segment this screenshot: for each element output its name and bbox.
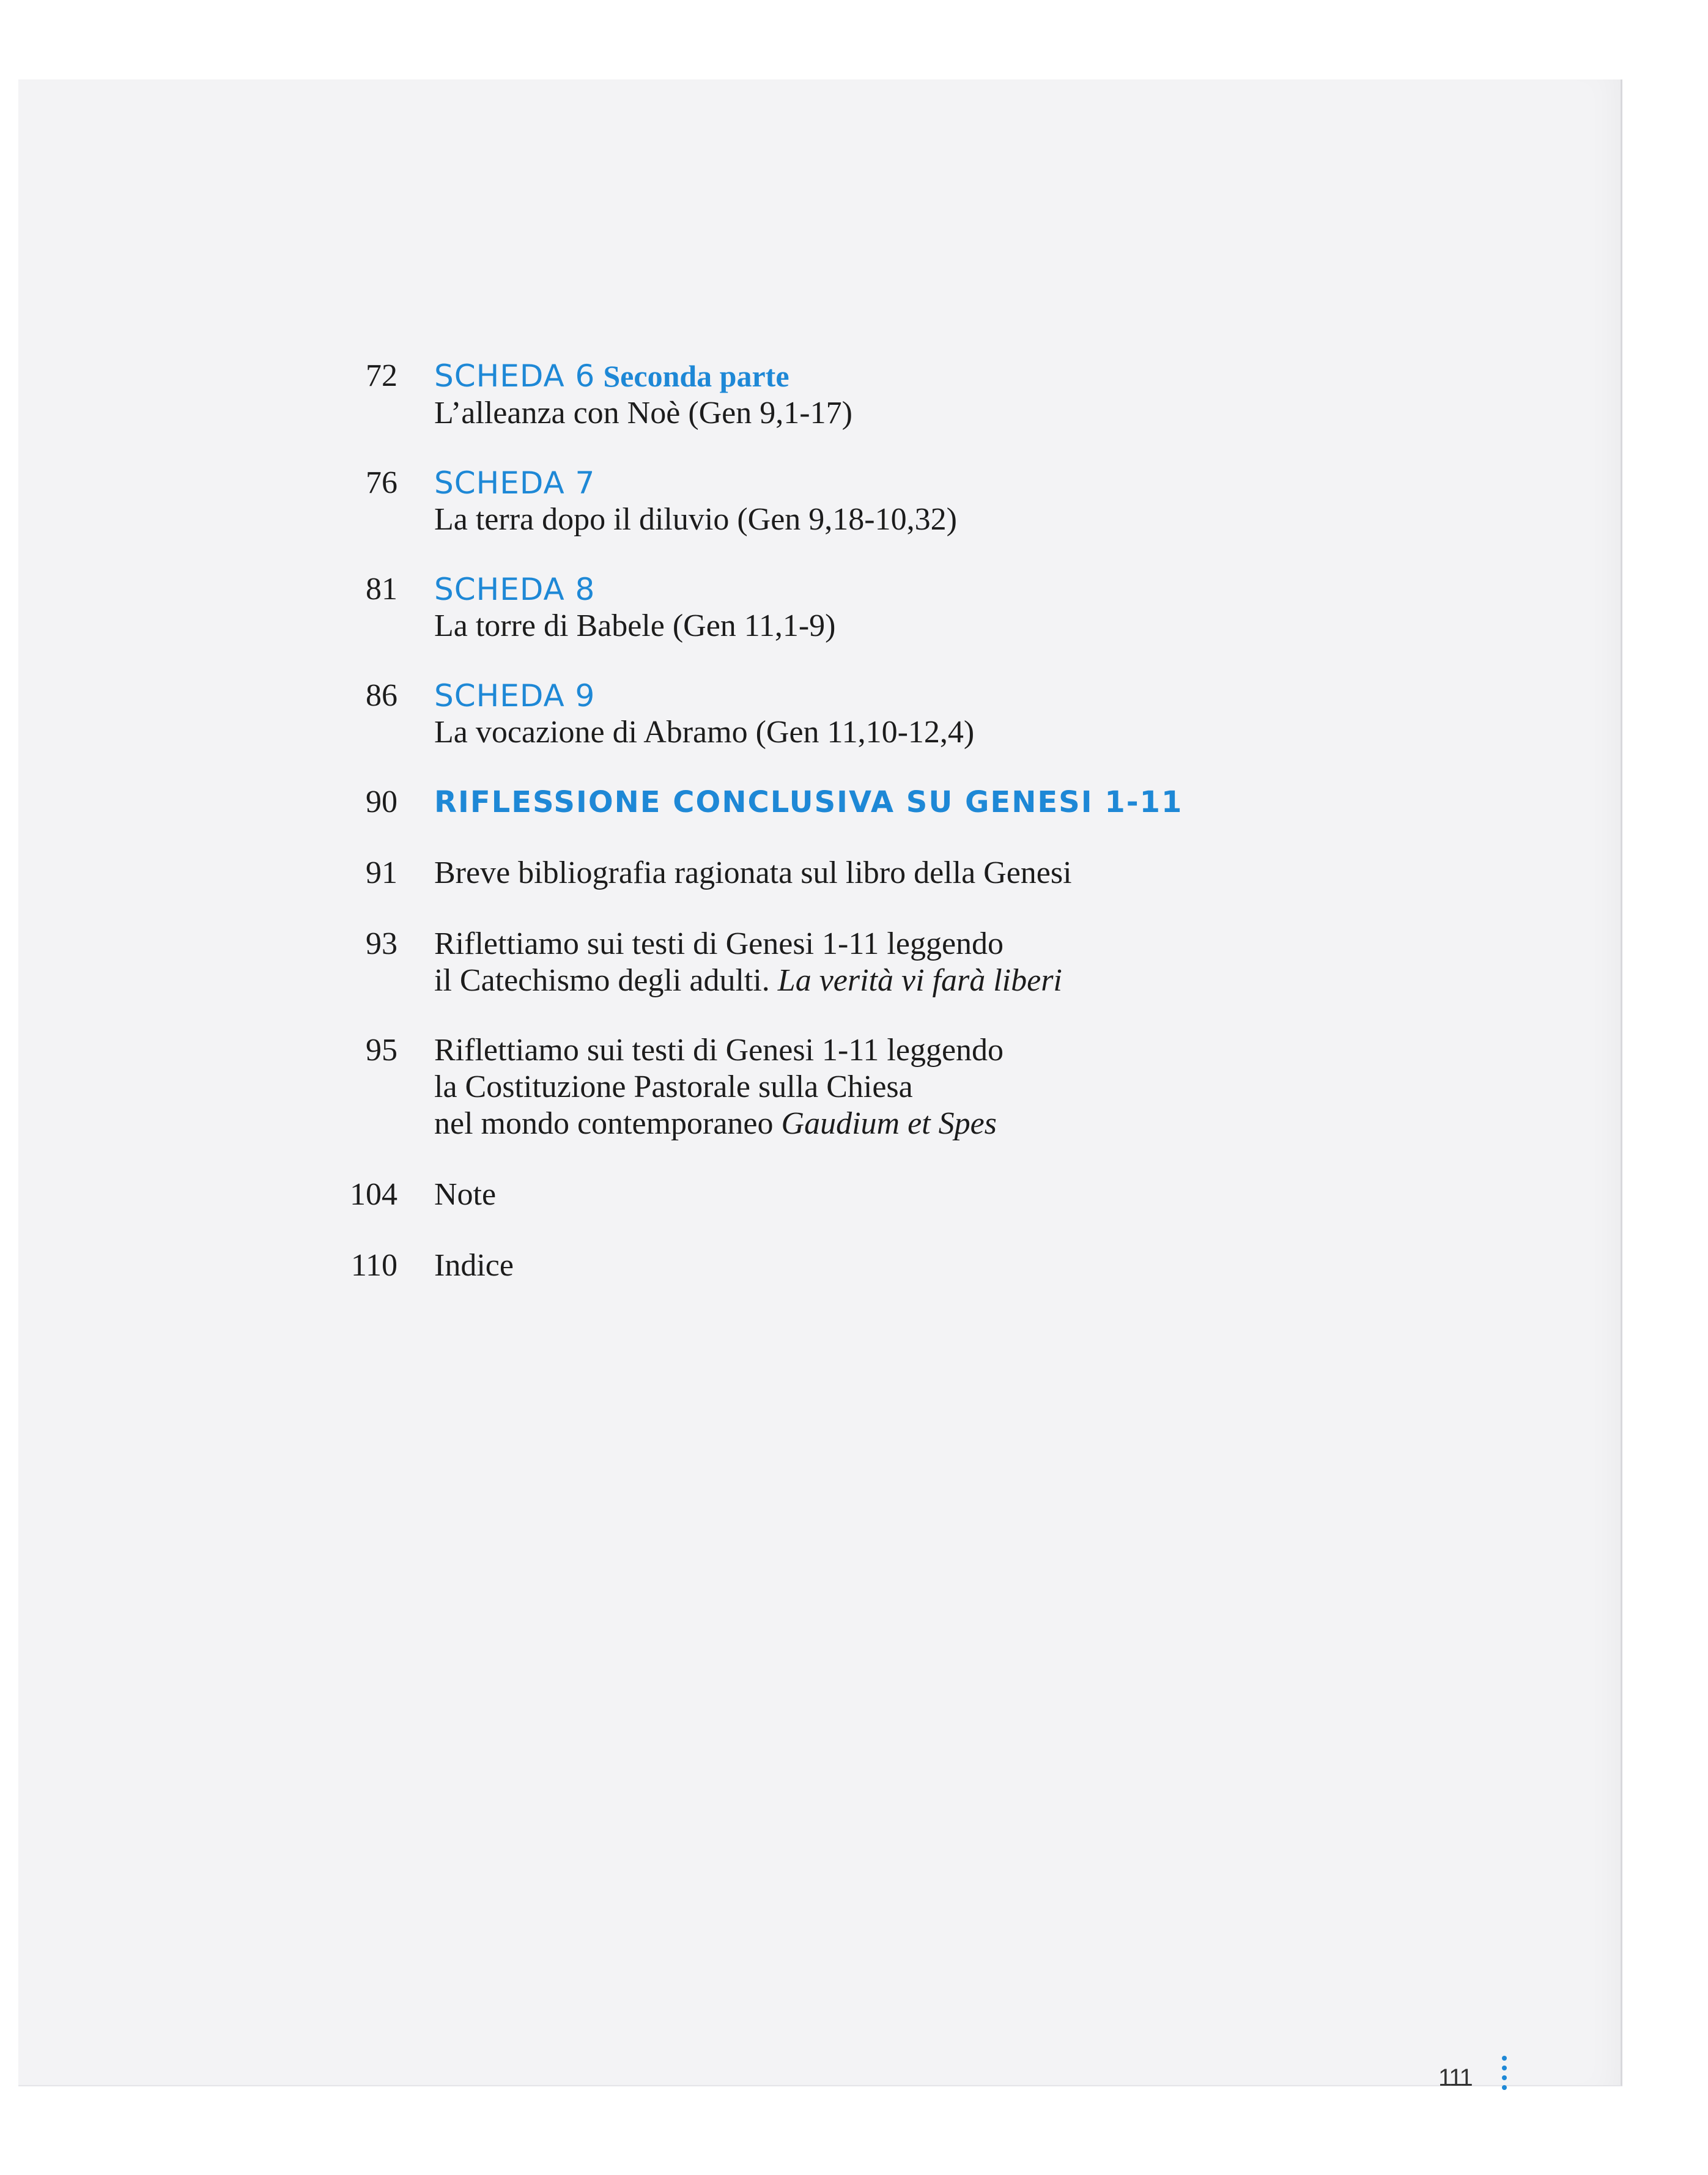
toc-entry — [275, 1247, 1376, 1284]
toc-entry-line: nel mondo contemporaneo — [434, 1106, 774, 1141]
toc-page-number: 104 — [350, 1177, 397, 1212]
toc-entry-italic-title: La verità vi farà liberi — [777, 963, 1062, 998]
scheda-subtitle: Seconda parte — [603, 359, 789, 393]
scheda-label: SCHEDA 6 — [434, 358, 596, 394]
toc-entry — [275, 358, 1376, 432]
toc-page-number: 110 — [350, 1248, 397, 1283]
toc-page-number: 81 — [366, 572, 397, 607]
toc-entry-line: Riflettiamo sui testi di Genesi 1-11 leggendo — [434, 926, 1004, 961]
toc-entry-title: L’alleanza con Noè (Gen 9,1-17) — [434, 396, 852, 430]
toc-entry — [275, 571, 1376, 644]
toc-page-number: 90 — [366, 785, 397, 819]
toc-entry — [275, 465, 1376, 538]
toc-page-number: 95 — [366, 1033, 397, 1068]
toc-page-number: 91 — [366, 855, 397, 890]
toc-entry — [275, 678, 1376, 751]
toc-page-number: 93 — [366, 926, 397, 961]
scheda-label: SCHEDA 8 — [434, 572, 596, 607]
toc-entry — [275, 1176, 1376, 1213]
toc-entry-line: Riflettiamo sui testi di Genesi 1-11 leggendo — [434, 1033, 1004, 1068]
toc-entry-line: la Costituzione Pastorale sulla Chiesa — [434, 1069, 913, 1104]
toc-entry — [275, 1032, 1376, 1142]
toc-entry-title: La vocazione di Abramo (Gen 11,10-12,4) — [434, 715, 975, 750]
toc-page-number: 76 — [366, 465, 397, 500]
toc-entry-italic-title: Gaudium et Spes — [781, 1106, 997, 1141]
toc-page-number: 72 — [366, 358, 397, 393]
toc-entry — [275, 926, 1376, 999]
scheda-label: SCHEDA 7 — [434, 465, 596, 501]
toc-entry-title: Indice — [434, 1248, 514, 1283]
toc-entry-title: Breve bibliografia ragionata sul libro della Genesi — [434, 855, 1072, 890]
table-of-contents — [275, 358, 1376, 1284]
section-heading-riflessione: RIFLESSIONE CONCLUSIVA SU GENESI 1-11 — [434, 785, 1183, 819]
toc-entry — [275, 855, 1376, 892]
toc-page-number: 86 — [366, 678, 397, 713]
toc-entry-title: La torre di Babele (Gen 11,1-9) — [434, 608, 836, 643]
toc-entry — [275, 784, 1376, 821]
scheda-label: SCHEDA 9 — [434, 678, 596, 714]
page-number-dots-ornament — [1502, 2056, 1508, 2105]
page-number: 111 — [1438, 2064, 1472, 2091]
toc-entry-title: Note — [434, 1177, 497, 1212]
toc-entry-title: La terra dopo il diluvio (Gen 9,18-10,32) — [434, 502, 957, 537]
toc-entry-line: il Catechismo degli adulti. — [434, 963, 770, 998]
